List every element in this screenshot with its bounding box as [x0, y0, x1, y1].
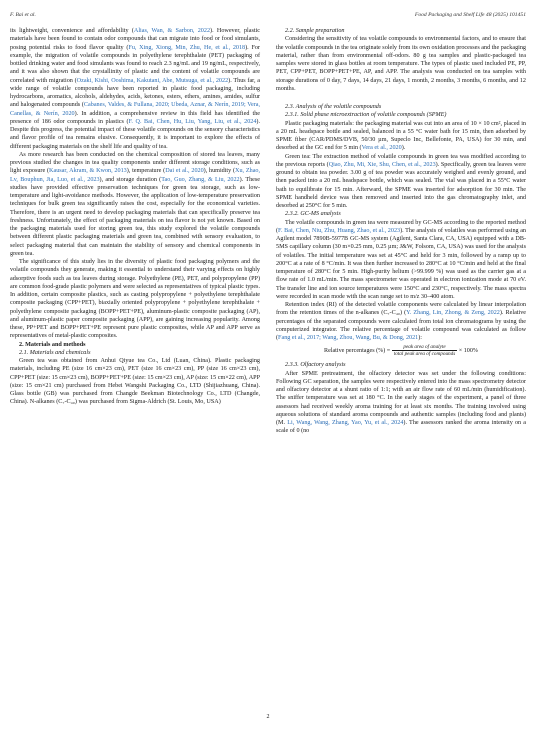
citation-link[interactable]: Tao, Guo, Zhang, & Liu, 2022: [161, 176, 240, 183]
formula-tail: × 100%: [458, 348, 478, 355]
paragraph: its lightweight, convenience and affordability (Alias, Wan, & Sarbon, 2022). However, plastic materials have been found to contain odor compounds that can migrate into food or food simulants, posing potential risks to food flavor quality (Fu, Xing, Xiong, Min, Zhu, He, et al., 2018). For example, the migration of volatile compounds in polyethylene terephthalate (PET) packaging of bottled drinking water and food simulants was found to reach 2.3 ng/mL and 19 ng/mL, respectively, and it was also shown that the crystallinity of plastic and the content of volatile compounds are correlated with migration (Ozaki, Kishi, Ooshima, Kakutani, Abe, Mutsuga, et al., 2022). Thus far, a wide range of volatile compounds have been reported in plastic food packaging, including hydrocarbons, aromatics, alcohols, aldehydes, acids, ketones, esters, ethers, amines, amides, sulfur and halogenated compounds (Cabanes, Valdes, & Fullana, 2020; Ubeda, Aznar, & Nerín, 2019; Vera, Canellas, & Nerín, 2020). In addition, a comprehensive review in this field has identified the presence of 186 odor compounds in plastics (F. Q. Bai, Chen, Hu, Liu, Yang, Liu, et al., 2024). Despite this progress, the potential impact of these volatile compounds on the sensory characteristics and flavor profile of tea remains elusive. Consequently, it is important to explore the effects of different packaging materials on the shelf life and quality of tea.: [10, 28, 261, 150]
left-column: [10, 27, 260, 407]
page-number: 2: [266, 714, 270, 720]
citation-link[interactable]: Kausar, Akram, & Kwon, 2013: [49, 168, 127, 175]
header-authors: F. Bai et al.: [10, 12, 36, 18]
formula-numerator: peak area of analyte: [392, 344, 457, 351]
citation-link[interactable]: F. Bai, Chen, Niu, Zhu, Huang, Zhao, et al., 2023: [278, 227, 401, 234]
citation-link[interactable]: F. Q. Bai, Chen, Hu, Liu, Yang, Liu, et al., 2024: [128, 118, 257, 125]
citation-link[interactable]: Vera et al., 2020: [361, 145, 402, 152]
formula-denominator: total peak area of compounds: [393, 351, 456, 358]
citation-link[interactable]: Ozaki, Kishi, Ooshima, Kakutani, Abe, Mutsuga, et al., 2022: [76, 77, 229, 84]
subsection-heading: 2.3. Analysis of the volatile compounds: [285, 104, 382, 110]
citation-link[interactable]: Cabanes, Valdes, & Fullana, 2020; Ubeda, Aznar, & Nerín, 2019; Vera, Canellas, & Nerín, 2020: [10, 102, 260, 117]
paragraph: Retention index (RI) of the detected volatile components were calculated by linear interpolation from the retention times of the n-alkanes (C₇-C₄₀) (Y. Zhang, Lin, Zhong, & Zeng, 2022). Relative percentages of the separated compounds were calculated from total ion chromatograms by using the computerized integrator. The relative percentage of volatile compound was calculated as follow (Fang et al., 2017; Wang, Zhou, Wang, Bu, & Dong, 2021):: [276, 302, 527, 341]
header-journal: Food Packaging and Shelf Life 48 (2025) 101451: [414, 12, 526, 18]
section-heading: 2. Materials and methods: [19, 341, 86, 348]
citation-link[interactable]: Fang et al., 2017; Wang, Zhou, Wang, Bu, & Dong, 2021: [278, 335, 419, 341]
paragraph: As more research has been conducted on the chemical composition of stored tea leaves, many previous studied the changes in tea quality components under different storage conditions, such as light exposure (Kausar, Akram, & Kwon, 2013), temperature (Dai et al., 2020), humidity (Xu, Zhao, Lv, Bouphun, Jia, Luo, et al., 2023), and storage duration (Tao, Guo, Zhang, & Liu, 2022). These studies have provided effective preservation techniques for green tea storage, such as low-temperature and light-avoidance methods. However, the application of low-temperature preservation techniques for bulk green tea significantly raises the cost, especially for the economical varieties. Therefore, there is an urgent need to develop packaging materials that can specifically preserve tea freshness. Unfortunately, the effect of packaging materials on tea flavor is not yet known. Based on the packaging materials used for storing green tea, this study explored the volatile compounds between different plastic packaging materials and green tea, combined with sensory evaluation, to select packaging material that can maintain the stability of sensory and chemical components in green tea.: [10, 151, 261, 257]
paragraph: The significance of this study lies in the diversity of plastic food packaging polymers and the volatile compounds they generate, making it essential to understand their varying effects on highly adsorptive foods such as tea leaves during storage. Polyethylene (PE), PET, and polypropylene (PP) are common food-grade plastic polymers and were selected as representatives of typical plastic types. In addition, certain composite plastics, such as casting polypropylene + polyethylene terephthalate composite packaging (CPP+PET), biaxially oriented polypropylene + polyethylene terephthalate + polyethylene composite packaging (BOPP+PET+PE), aluminum-plastic composite packaging (AP), and aluminum-plastic paper composite packaging (APP), are gaining increasing popularity. Among these, PP+PET and BOPP+PET+PE represent pure plastic composites, while AP and APP serve as representatives of metal-plastic composites.: [10, 259, 260, 340]
paragraph: After SPME pretreatment, the olfactory detector was set under the following conditions: Following GC separation, the samples were respectively entered into the mass spectrometry detector and olfactory detector at a shunt ratio of 1:1; with an air flow rate of 60 mL/min (humidification). The sniffer temperature was set at 180 °C. In the early stages of the experiment, a panel of three assessors had received weekly aroma training for at least six months. The training involved using aqueous solutions of standard aroma compounds and authentic samples (including food and plants) (M. Li, Wang, Wang, Zhang, Yao, Yu, et al., 2024). The assessors ranked the aroma intensity on a scale of 0 (no: [276, 370, 526, 435]
citation-link[interactable]: Fu, Xing, Xiong, Min, Zhu, He, et al., 2018: [128, 44, 246, 51]
right-column: [276, 27, 526, 436]
citation-link[interactable]: Qiao, Zhu, Mi, Xie, Shu, Chen, et al., 2023: [328, 161, 436, 168]
subsection-heading: 2.1. Materials and chemicals: [19, 349, 91, 356]
formula-fraction: [392, 344, 457, 357]
paragraph: The volatile compounds in green tea were measured by GC-MS according to the reported method (F. Bai, Chen, Niu, Zhu, Huang, Zhao, et al., 2023). The analysis of volatiles was performed using an Agilent model 7890B-5977B GC-MS system (Agilent, Santa Clara, CA, USA) equipped with a DB-5MS capillary column (30 m×0.25 mm, 0.25 µm; J&W, Folsom, CA, USA) was used for the analysis of volatiles. The initial temperature was set at 45°C and held for 3 min, followed by a ramp up to 200°C at a rate of 8 °C/min. It was then further increased to 280°C at 10 °C/min and held at the final temperature of 280°C for 5 min. High-purity helium (>99.999 %) was used as the carrier gas at a flow rate of 1.0 mL/min. The mass spectrometer was operated in electron ionization mode at 70 eV. The transfer line and ion source temperatures were 150°C and 230°C, respectively. The mass spectra were recorded in scan mode with the scan range set to m/z 30–400 atom.: [276, 219, 526, 300]
paragraph: Green tea: The extraction method of volatile compounds in green tea was modified according to the previous reports (Qiao, Zhu, Mi, Xie, Shu, Chen, et al., 2023). Specifically, green tea leaves were ground to obtain tea powder. 3.00 g of tea powder was accurately weighed and evenly ground, and then packed into a 20 mL headspace bottle, which was sealed. The vial was placed in a 55°C water bath to equilibrate for 15 min. Afterward, the SPME was inserted for adsorption for 30 min. The SPME handheld device was then removed and inserted into the gas chromatography inlet, and desorbed at 250°C for 5 min.: [276, 153, 526, 209]
citation-link[interactable]: Alias, Wan, & Sarbon, 2022: [133, 28, 211, 34]
subsubsection-heading: 2.3.1. Solid phase microextraction of volatile compounds (SPME): [285, 112, 447, 119]
subsubsection-heading: 2.3.3. Olfactory analysis: [285, 362, 346, 369]
citation-link[interactable]: Xu, Zhao, Lv, Bouphun, Jia, Luo, et al., 2023: [10, 168, 261, 183]
citation-link[interactable]: Li, Wang, Wang, Zhang, Yao, Yu, et al., 2024: [287, 420, 404, 426]
relative-percentage-formula: [276, 344, 526, 357]
citation-link[interactable]: Dai et al., 2020: [165, 168, 204, 175]
paragraph: Green tea was obtained from Anhui Qiyue tea Co., Ltd (Luan, China). Plastic packaging materials, including PE (size 16 cm×23 cm), PET (size 16 cm×23 cm), PP (size 16 cm×23 cm), CPP+PET (size: 15 cm×23 cm), BOPP+PET+PE (size: 15 cm×23 cm), AP (size: 15 cm×22 cm), APP (size: 15 cm×21 cm) purchased from Hebei Wangshi Packaging Co., LTD (Shijiazhuang, China). Glass bottle (GB) was purchased from Changde Beekman Biotechnology Co., LTD (Changde, China). N-alkanes (C₇-C₄₀) was purchased from Sigma-Aldrich (St. Louis, Mo, USA): [10, 358, 260, 406]
citation-link[interactable]: Y. Zhang, Lin, Zhong, & Zeng, 2022: [406, 310, 500, 317]
formula-label: Relative percentages (%) =: [324, 348, 391, 355]
paragraph: Plastic packaging materials: the packaging material was cut into an area of 10 × 10 cm², placed in a 20 mL headspace bottle and sealed, balanced in a 55 °C water bath for 15 min, then adsorbed by SPME fiber (CAR/PDMS/DVB, 50/30 µm, Supeclo Inc, Bellefonte, PA, USA) for 30 min, and desorbed at the GC end for 5 min (Vera et al., 2020).: [276, 120, 526, 152]
subsection-heading: 2.2. Sample preparation: [285, 28, 345, 34]
subsubsection-heading: 2.3.2. GC-MS analysis: [285, 211, 341, 218]
running-header: [10, 12, 526, 22]
paragraph: Considering the sensitivity of tea volatile compounds to environmental factors, and to ensure that the volatile compounds in the tea originate solely from its own oxidation processes and the packaging material, rather than from environmental off-odors. 80 g tea samples and plastic-packaged tea samples were stored in glass bottles at room temperature. The types of plastic used included PE, PP, PET, CPP+PET, BOPP+PET+PE, AP, and APP. The analysis was conducted on tea samples with storage durations of 0 day, 7 days, 14 days, 21 days, 1 month, 2 months, 3 months, 6 months, and 12 months.: [276, 36, 526, 92]
